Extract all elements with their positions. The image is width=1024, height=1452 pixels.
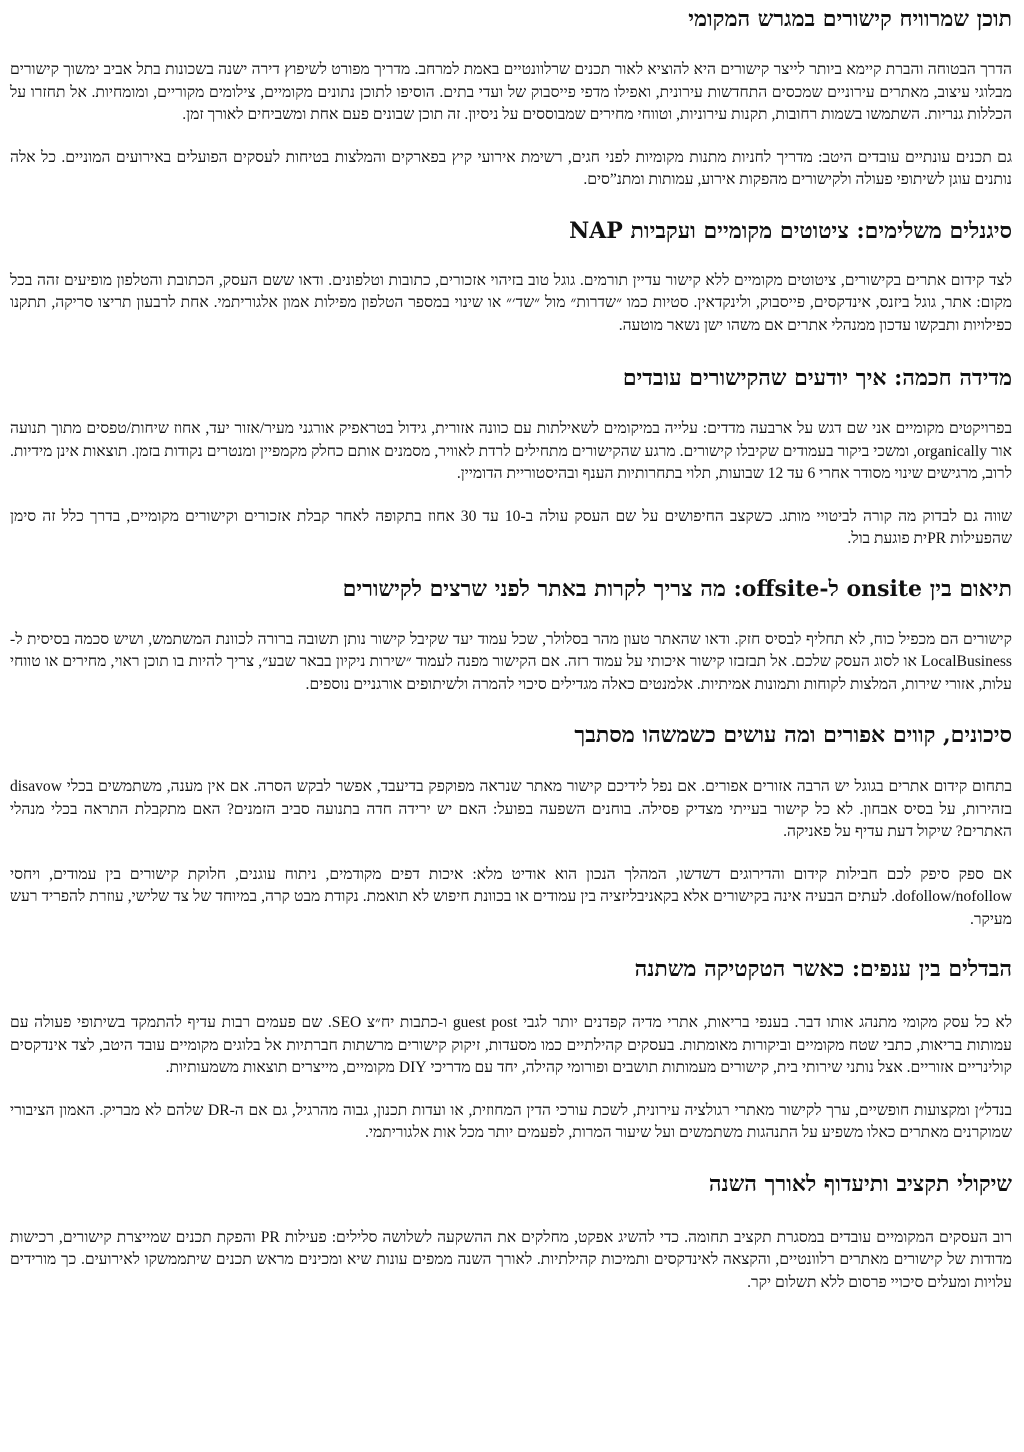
section-heading: סיכונים, קווים אפורים ומה עושים כשמשהו מסתבך xyxy=(574,722,1012,748)
section-citations-nap xyxy=(10,216,1012,338)
section-paragraph: לא כל עסק מקומי מתנהג אותו דבר. בענפי בריאות, אתרי מדיה קפדנים יותר לגבי guest post ו-כתבות יח״צ SEO. שם פעמים רבות עדיף להתמקד בשיתופי פעולה עם עמותות בריאות, כתבי שטח מקומיים וביקורות מאומתות. בעסקים קהילתיים כמו מסעדות, זיקוק קישורים מרשתות חברתיות אל בלוגים מקומיים עובד היטב, לצד אינדקסים קולינריים אזוריים. אצל נותני שירותי בית, קישורים מעמותות תושבים ופורומי קהילה, יחד עם מדריכי DIY מקומיים, מייצרים תוצאות משמעותיות. xyxy=(10,1014,1012,1076)
section-paragraph: קישורים הם מכפיל כוח, לא תחליף לבסיס חזק. ודאו שהאתר טעון מהר בסלולר, שכל עמוד יעד שקיבל קישור נותן תשובה ברורה לכוונת המשתמש, ושיש סכמה בסיסית ל-LocalBusiness או לסוג העסק שלכם. אל תבזבזו קישור איכותי על עמוד רזה. אם הקישור מפנה לעמוד ״שירות ניקיון בבאר שבע״, צריך להיות בו תוכן ראוי, מחירים או טווחי עלות, אזורי שירות, המלצות לקוחות ותמונות אמיתיות. אלמנטים כאלה מגדילים סיכוי להמרה ולשיתופים אורגניים נוספים. xyxy=(10,630,1012,693)
section-industry-differences xyxy=(10,954,1012,1145)
section-paragraph: בתחום קידום אתרים בגוגל יש הרבה אזורים אפורים. אם נפל לידיכם קישור מאתר שנראה מפוקפק בדיעבד, אפשר לבקש הסרה. אם אין מענה, משתמשים בכלי disavow בזהירות, על בסיס אבחון. לא כל קישור בעייתי מצדיק פסילה. בוחנים השפעה בפועל: האם יש ירידה חדה בתנועה סביב הזמנים? האם מתקבלת התראה בכלי מנהלי האתרים? שיקול דעת עדיף על פאניקה. xyxy=(10,778,1012,840)
section-paragraph: גם תכנים עונתיים עובדים היטב: מדריך לחניות מתנות מקומיות לפני חגים, רשימת אירועי קיץ בפארקים והמלצות בטיחות לעסקים הפועלים באירועים המוניים. כל אלה נותנים עוגן לשיתופי פעולה ולקישורים מהפקות אירוע, עמותות ומתנ”סים. xyxy=(10,148,1012,188)
section-heading: מדידה חכמה: איך יודעים שהקישורים עובדים xyxy=(622,365,1012,391)
section-heading: שיקולי תקציב ותיעדוף לאורך השנה xyxy=(708,1170,1012,1197)
section-risks xyxy=(10,720,1012,931)
section-budget xyxy=(10,1169,1012,1295)
article xyxy=(0,4,1024,1452)
section-paragraph: הדרך הבטוחה והברת קיימא ביותר לייצר קישורים היא להוציא לאור תכנים שרלוונטיים באמת למרחב. מדריך מפורט לשיפוץ דירה ישנה בשכונות בתל אביב ימשוך קישורים מבלוגי עיצוב, מאתרים עירוניים שמכסים התחדשות עירונית, ואפילו מדפי פייסבוק של ועדי בתים. הוסיפו לתוכן נתונים מקומיים, צילומים מקוריים, ומומחיות. אל תחזרו על הכללות גנריות. השתמשו בשמות רחובות, תקנות עירוניות, וטווחי מחירים שמבוססים על ניסיון. זה תוכן שבונים פעם אחת ומשביחים לאורך זמן. xyxy=(10,61,1012,123)
section-paragraph: אם ספק סיפק לכם חבילות קידום והדירוגים דשדשו, המהלך הנכון הוא אודיט מלא: איכות דפים מקודמים, ניתוח עוגנים, חלוקת קישורים בין עמודים, ויחסי dofollow/nofollow. לעתים הבעיה אינה בקישורים אלא בקאניבליזציה בין עמודים או בכוונת חיפוש לא תואמת. נקודת מבט קרה, במיוחד של צד שלישי, עוזרת להפריד רעש מעיקר. xyxy=(10,865,1012,928)
section-heading: סיגנלים משלימים: ציטוטים מקומיים ועקביות NAP xyxy=(569,217,1012,244)
section-paragraph: שווה גם לבדוק מה קורה לביטויי מותג. כשקצב החיפושים על שם העסק עולה ב-10 עד 30 אחוז בתקופה לאחר קבלת אזכורים וקישורים מקומיים, בדרך כלל זה סימן שהפעילות PRית פוגעת בול. xyxy=(10,507,1012,547)
section-paragraph: בפרויקטים מקומיים אני שם דגש על ארבעה מדדים: עלייה במיקומים לשאילתות עם כוונה אזורית, גידול בטראפיק אורגני מעיר/אזור יעד, אחוז שיחות/טפסים מתוך תנועה אור organically, ומשכי ביקור בעמודים שקיבלו קישורים. מרגע שהקישורים מתחילים לרדת לאוויר, מסמנים אותם כחלק מקמפיין ומנטרים נקודות בזמן. תוצאות אינן מידיות. לרוב, מרגישים שינוי מסודר אחרי 6 עד 12 שבועות, תלוי בתחרותיות הענף ובהיסטוריית הדומיין. xyxy=(10,420,1013,482)
section-local-content xyxy=(10,4,1012,192)
section-heading: הבדלים בין ענפים: כאשר הטקטיקה משתנה xyxy=(634,956,1012,982)
section-heading: תיאום בין onsite ל-offsite: מה צריך לקרות באתר לפני שרצים לקישורים xyxy=(342,575,1012,602)
section-heading: תוכן שמרוויח קישורים במגרש המקומי xyxy=(688,6,1012,32)
section-paragraph: רוב העסקים המקומיים עובדים במסגרת תקציב תחומה. כדי להשיג אפקט, מחלקים את ההשקעה לשלושה סלילים: פעילות PR והפקת תכנים שמייצרת קישורים, רכישות מדודות של קישורים מאתרים רלוונטיים, והקצאה לאינדקסים ותמיכות קהילתיות. לאורך השנה ממפים עונות שיא ומכינים מראש תכנים שיתממשקו לאירועים. כך מורידים עלויות ומעלים סיכויי פרסום ללא תשלום יקר. xyxy=(10,1228,1012,1291)
section-paragraph: לצד קידום אתרים בקישורים, ציטוטים מקומיים ללא קישור עדיין תורמים. גוגל טוב בזיהוי אזכורים, כתובות וטלפונים. ודאו ששם העסק, הכתובת והטלפון מופיעים זהה בכל מקום: אתר, גוגל ביזנס, אינדקסים, פייסבוק, ולינקדאין. סטיות כמו ״שדרות״ מול ״שד׳״ או שינוי במספר הטלפון מפילות אמון אלגוריתמי. אחת לרבעון תריצו סריקה, תתקנו כפילויות ותבקשו עדכון ממנהלי אתרים אם משהו ישן נשאר מוטעה. xyxy=(10,271,1012,334)
section-onsite-offsite xyxy=(10,574,1012,697)
section-measurement xyxy=(10,363,1012,551)
section-paragraph: בנדל״ן ומקצועות חופשיים, ערך לקישור מאתרי רגולציה עירונית, לשכת עורכי הדין המחוזית, או ועדות תכנון, גבוה מהרגיל, גם אם ה-DR שלהם לא מבריק. האמון הציבורי שמוקרנים מאתרים כאלו משפיע על התנהגות משתמשים ועל שיעור המרות, לפעמים יותר מכל אות אלגוריתמי. xyxy=(10,1101,1012,1141)
